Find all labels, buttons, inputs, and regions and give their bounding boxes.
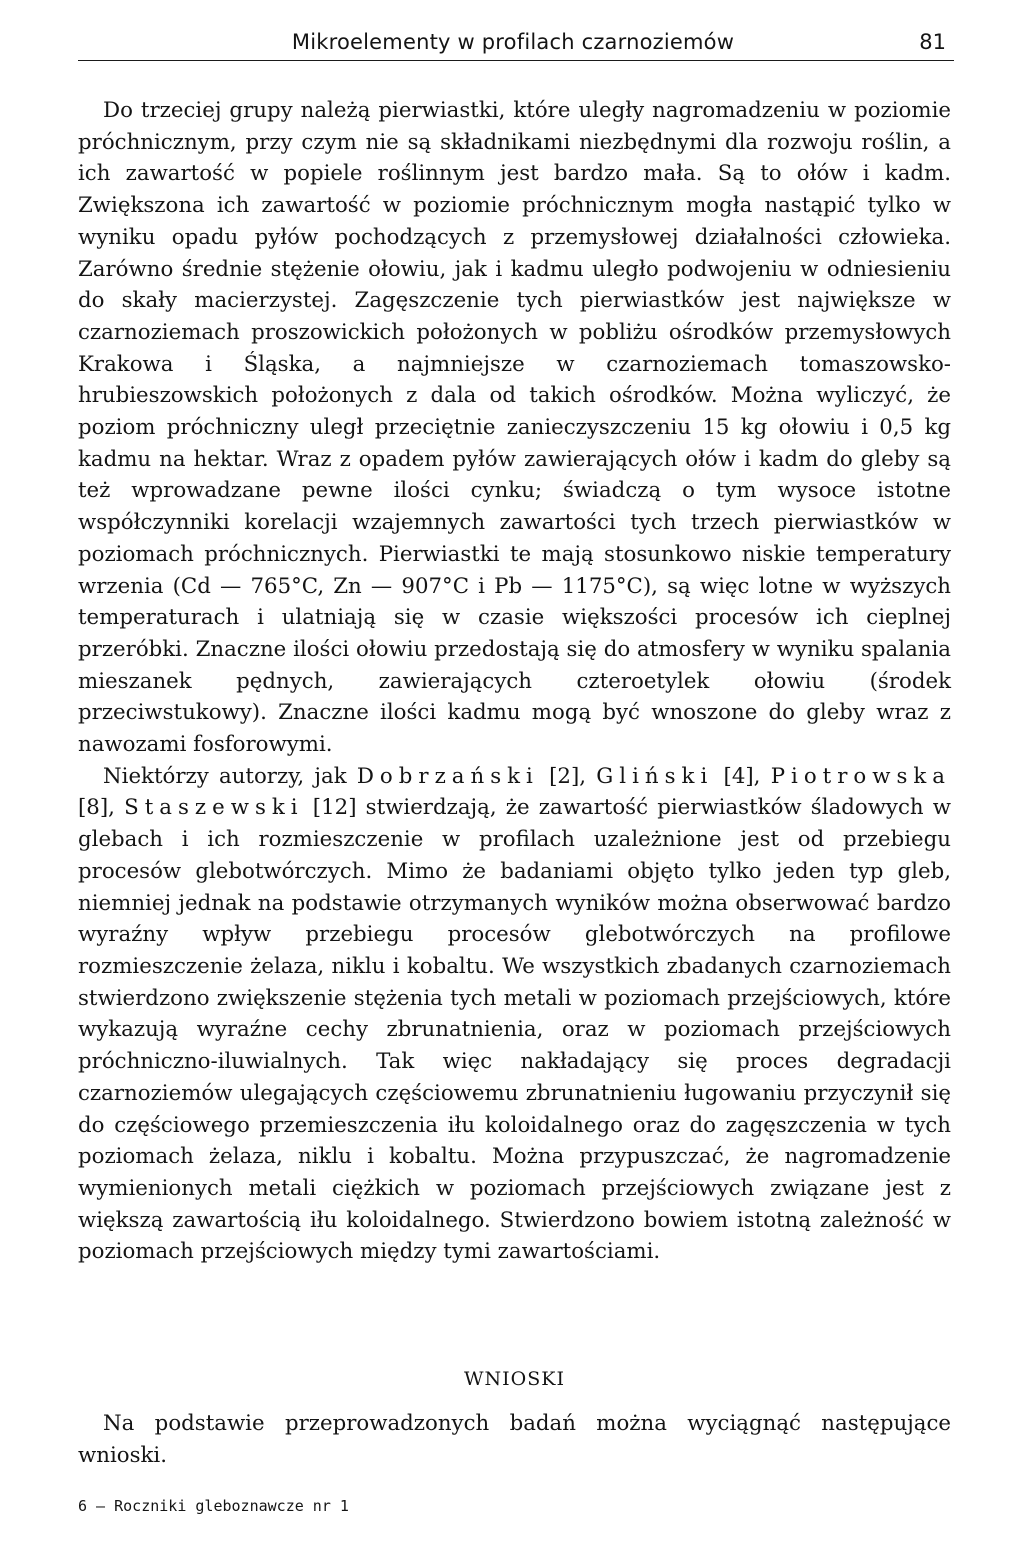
page-header xyxy=(78,30,948,58)
running-title: Mikroelementy w profilach czarnoziemów xyxy=(291,30,735,54)
citation-fragment: [4], xyxy=(713,763,771,789)
section-heading: WNIOSKI xyxy=(464,1368,565,1390)
author-name: Staszewski xyxy=(124,795,304,821)
signature-footer: 6 — Roczniki gleboznawcze nr 1 xyxy=(78,1497,349,1515)
header-rule xyxy=(78,60,954,61)
author-name: Dobrzański xyxy=(356,763,539,789)
text-fragment: [12] stwierdzają, że zawartość pierwiastków śladowych w glebach i ich rozmieszczenie w profilach uzależnione jest od przebiegu procesów glebotwórczych. Mimo że badaniami objęto tylko jeden typ gleb, niemniej jednak na podstawie otrzymanych wyników można obserwować bardzo wyraźny wpływ przebiegu procesów glebotwórczych na profilowe rozmieszczenie żelaza, niklu i kobaltu. We wszystkich zbadanych czarnoziemach stwierdzono zwiększenie stężenia tych metali w poziomach przejściowych, które wykazują wyraźne cechy zbrunatnienia, oraz w poziomach przejściowych próchniczno-iluwialnych. Tak więc nakładający się proces degradacji czarnoziemów ulegających częściowemu zbrunatnieniu ługowaniu przyczynił się do częściowego przemieszczenia iłu koloidalnego oraz do zagęszczenia w tych poziomach żelaza, niklu i kobaltu. Można przypuszczać, że nagromadzenie wymienionych metali ciężkich w poziomach przejściowych związane jest z większą zawartością iłu koloidalnego. Stwierdzono bowiem istotną zależność w poziomach przejściowych między tymi zawartościami. xyxy=(78,795,951,1265)
text-fragment: Niektórzy autorzy, jak xyxy=(103,763,357,789)
citation-fragment: [2], xyxy=(538,763,597,789)
conclusions-intro: Na podstawie przeprowadzonych badań można wyciągnąć następujące wnioski. xyxy=(78,1411,951,1468)
author-name: Gliński xyxy=(596,763,714,789)
citation-fragment: [8], xyxy=(78,795,125,821)
page-number: 81 xyxy=(919,30,946,54)
paragraph-heavy-metals: Do trzeciej grupy należą pierwiastki, które uległy nagromadzeniu w poziomie próchnicznym, przy czym nie są składnikami niezbędnymi dla rozwoju roślin, a ich zawartość w popiele roślinnym jest bardzo mała. Są to ołów i kadm. Zwiększona ich zawartość w poziomie próchnicznym mogła nastąpić tylko w wyniku opadu pyłów pochodzących z przemysłowej działalności człowieka. Zarówno średnie stężenie ołowiu, jak i kadmu uległo podwojeniu w odniesieniu do skały macierzystej. Zagęszczenie tych pierwiastków jest największe w czarnoziemach proszowickich położonych w pobliżu ośrodków przemysłowych Krakowa i Śląska, a najmniejsze w czarnoziemach tomaszowsko-hrubieszowskich położonych z dala od takich ośrodków. Można wyliczyć, że poziom próchniczny uległ przeciętnie zanieczyszczeniu 15 kg ołowiu i 0,5 kg kadmu na hektar. Wraz z opadem pyłów zawierających ołów i kadm do gleby są też wprowadzane pewne ilości cynku; świadczą o tym wysoce istotne współczynniki korelacji wzajemnych zawartości tych trzech pierwiastków w poziomach próchnicznych. Pierwiastki te mają stosunkowo niskie temperatury wrzenia (Cd — 765°C, Zn — 907°C i Pb — 1175°C), są więc lotne w wyższych temperaturach i ulatniają się w czasie większości procesów ich cieplnej przeróbki. Znaczne ilości ołowiu przedostają się do atmosfery w wyniku spalania mieszanek pędnych, zawierających czteroetylek ołowiu (środek przeciwstukowy). Znaczne ilości kadmu mogą być wnoszone do gleby wraz z nawozami fosforowymi. xyxy=(78,98,951,758)
author-name: Piotrowska xyxy=(770,763,951,789)
paragraph-soil-processes xyxy=(78,761,951,1268)
body-text xyxy=(78,95,951,1268)
conclusions-section xyxy=(78,1408,951,1471)
